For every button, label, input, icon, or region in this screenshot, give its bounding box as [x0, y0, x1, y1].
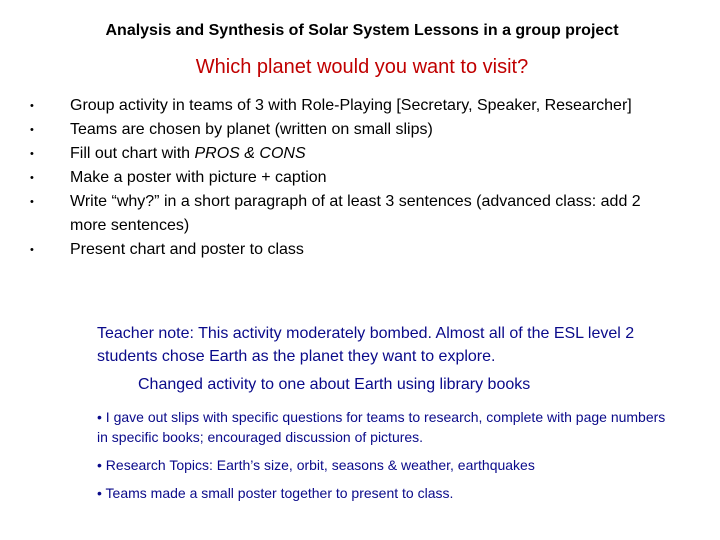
list-item: • Make a poster with picture + caption [30, 166, 680, 190]
list-item: • Group activity in teams of 3 with Role-Playing [Secretary, Speaker, Researcher] [30, 94, 680, 118]
bullet-dot-icon: • [30, 100, 34, 112]
slide-title: Analysis and Synthesis of Solar System Lessons in a group project [105, 22, 619, 39]
detail-item-topics: • Research Topics: Earth’s size, orbit, seasons & weather, earthquakes [97, 457, 535, 473]
teacher-note: Teacher note: This activity moderately bombed. Almost all of the ESL level 2 students chose Earth as the planet they want to explore. [97, 325, 635, 365]
pros-cons-emphasis: PROS & CONS [194, 145, 306, 162]
detail-item-slips: • I gave out slips with specific questions for teams to research, complete with page numbers in specific books; encouraged discussion of pictures. [97, 409, 666, 445]
detail-item-poster: • Teams made a small poster together to present to class. [97, 485, 454, 501]
activity-bullet-list [30, 94, 680, 262]
list-item: • Present chart and poster to class [30, 238, 680, 262]
list-item [30, 142, 680, 166]
bullet-dot-icon: • [30, 244, 34, 256]
fill-prefix: Fill out chart with [70, 145, 195, 162]
bullet-dot-icon: • [30, 172, 34, 184]
bullet-dot-icon: • [30, 124, 34, 136]
list-item: • Teams are chosen by planet (written on small slips) [30, 118, 680, 142]
bullet-dot-icon: • [30, 196, 34, 208]
bullet-dot-icon: • [30, 148, 34, 160]
changed-activity-heading: Changed activity to one about Earth using library books [138, 376, 531, 393]
slide-subtitle: Which planet would you want to visit? [195, 56, 529, 78]
list-item: • Write “why?” in a short paragraph of at least 3 sentences (advanced class: add 2 more sentences) [30, 190, 680, 238]
